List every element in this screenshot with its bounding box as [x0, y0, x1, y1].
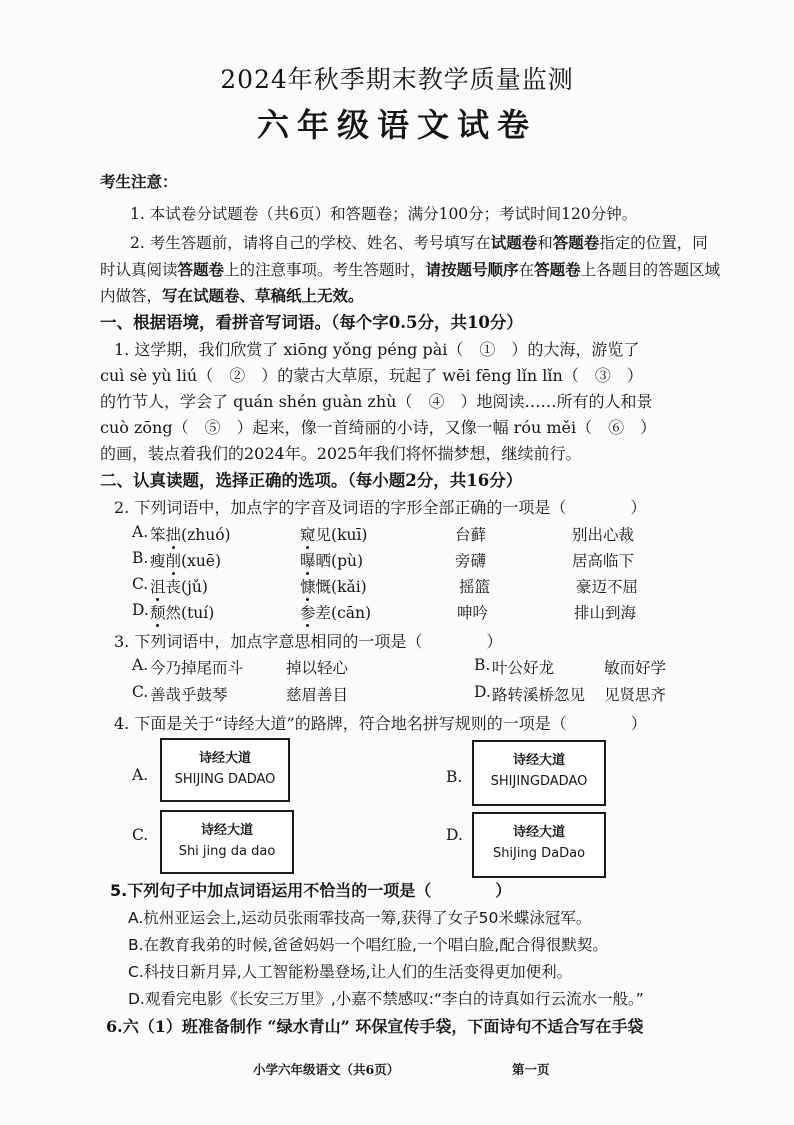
section1-line3: 的竹节人，学会了 quán shén guàn zhù（ ④ ）地阅读……所有的人和景	[100, 392, 653, 411]
notice-item-1: 1. 本试卷分试题卷（共6页）和答题卷；满分100分；考试时间120分钟。	[130, 205, 638, 223]
section1-line2: cuì sè yù liú（ ② ）的蒙古大草原，玩起了 wēi fēng lǐn lǐn（ ③ ）	[100, 366, 643, 385]
q5-option-a: A.杭州亚运会上,运动员张雨霏技高一筹,获得了女子50米蝶泳冠军。	[128, 909, 592, 927]
q5-option-c: C.科技日新月异,人工智能粉墨登场,让人们的生活变得更加便利。	[128, 963, 573, 981]
road-sign-d: 诗经大道 ShiJing DaDao	[472, 812, 606, 878]
notice-heading: 考生注意：	[100, 172, 178, 191]
q4-option-a-label: A.	[132, 766, 149, 784]
road-sign-a: 诗经大道 SHIJING DADAO	[160, 738, 290, 802]
q2-stem: 2. 下列词语中，加点字的字音及词语的字形全部正确的一项是（ ）	[114, 498, 647, 517]
section1-line1: 1. 这学期，我们欣赏了 xiōng yǒng péng pài（ ① ）的大海，游览了	[114, 340, 640, 359]
q5-stem: 5.下列句子中加点词语运用不恰当的一项是（ ）	[110, 881, 512, 900]
q3-stem: 3. 下列词语中，加点字意思相同的一项是（ ）	[114, 632, 503, 651]
q6-stem: 6.六（1）班准备制作 “绿水青山” 环保宣传手袋，下面诗句不适合写在手袋	[106, 1017, 644, 1036]
exam-subtitle: 六年级语文试卷	[256, 106, 537, 144]
road-sign-b: 诗经大道 SHIJINGDADAO	[472, 740, 606, 806]
page-number: 第一页	[512, 1062, 550, 1077]
q4-option-c-label: C.	[132, 826, 149, 844]
notice-item-2-line1: 2. 考生答题前，请将自己的学校、姓名、考号填写在试题卷和答题卷指定的位置，同	[130, 233, 708, 252]
notice-item-2-line2: 时认真阅读答题卷上的注意事项。考生答题时，请按题号顺序在答题卷上各题目的答题区域	[100, 260, 721, 279]
section1-line5: 的画，装点着我们的2024年。2025年我们将怀揣梦想，继续前行。	[100, 444, 582, 463]
section2-heading: 二、认真读题，选择正确的选项。（每小题2分，共16分）	[100, 471, 523, 490]
exam-title: 2024年秋季期末教学质量监测	[220, 65, 574, 94]
q5-option-d: D.观看完电影《长安三万里》,小嘉不禁感叹:“李白的诗真如行云流水一般。”	[128, 990, 644, 1008]
section1-heading: 一、根据语境，看拼音写词语。（每个字0.5分，共10分）	[100, 313, 523, 332]
notice-item-2-line3: 内做答，写在试题卷、草稿纸上无效。	[100, 286, 364, 305]
footer-course: 小学六年级语文（共6页）	[253, 1062, 400, 1077]
section1-line4: cuò zōng（ ⑤ ）起来，像一首绮丽的小诗，又像一幅 róu měi（ ⑥ ）	[100, 418, 657, 437]
road-sign-c: 诗经大道 Shi jing da dao	[160, 810, 294, 874]
q4-option-d-label: D.	[446, 826, 463, 844]
q5-option-b: B.在教育我弟的时候,爸爸妈妈一个唱红脸,一个唱白脸,配合得很默契。	[128, 936, 608, 954]
q4-stem: 4. 下面是关于“诗经大道”的路牌，符合地名拼写规则的一项是（ ）	[114, 714, 647, 733]
q4-option-b-label: B.	[446, 768, 463, 786]
